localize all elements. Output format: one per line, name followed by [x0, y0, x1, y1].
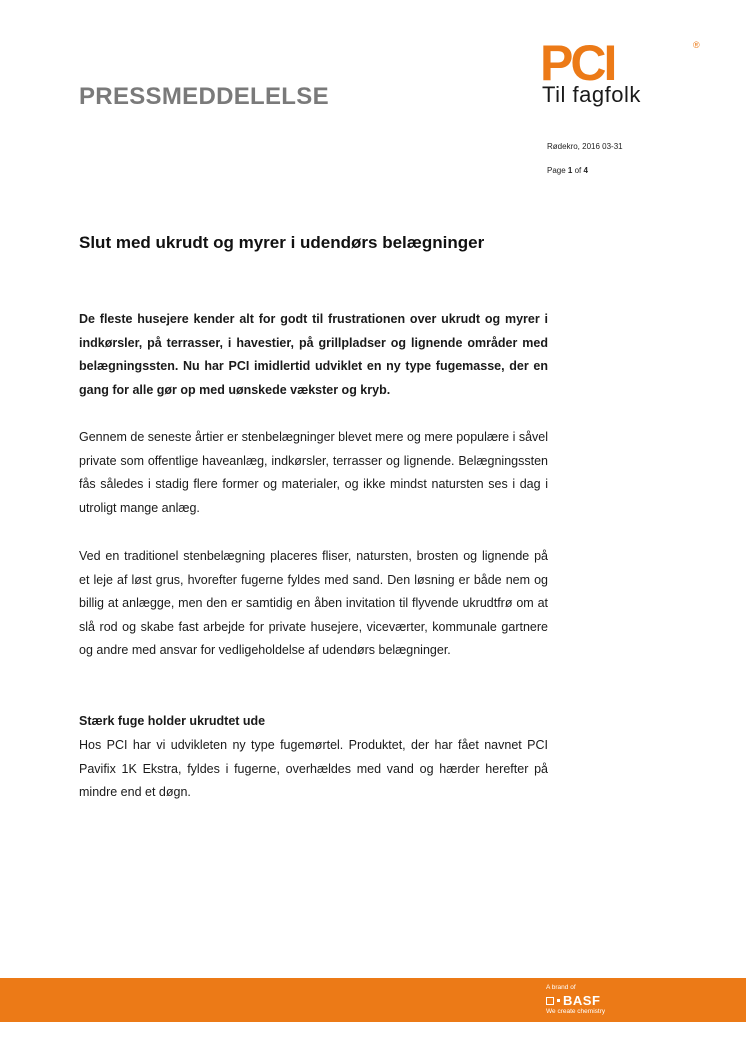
basf-square-icon [546, 997, 554, 1005]
basf-dot-icon [557, 999, 560, 1002]
section-subheading: Stærk fuge holder ukrudtet ude [79, 714, 266, 728]
pci-logo-letters: PCI [540, 38, 615, 86]
basf-name: BASF [563, 993, 601, 1008]
page-total: 4 [583, 166, 588, 175]
article-lead: De fleste husejere kender alt for godt til frustrationen over ukrudt og myrer i indkørsler, på terrasser, i havestier, på grillpladser og lignende områder med belægningssten. Nu har PCI imidlertid udviklet en ny type fugemasse, der en gang for alle gør op med uønskede vækster og kryb. [79, 312, 548, 397]
page-indicator [547, 166, 588, 175]
basf-logo [546, 993, 605, 1008]
document-type-label: PRESSMEDDELELSE [79, 83, 329, 110]
logo-tagline: Til fagfolk [542, 82, 641, 107]
brand-slogan: We create chemistry [546, 1008, 606, 1015]
article-headline: Slut med ukrudt og myrer i udendørs belægninger [79, 233, 485, 252]
page-prefix: Page [547, 166, 566, 175]
registered-mark: ® [693, 40, 700, 50]
pci-logo [540, 38, 710, 118]
basf-brand-mark [546, 984, 605, 1016]
pci-logo-mark [540, 38, 710, 86]
page-current: 1 [567, 166, 573, 175]
brand-of-label: A brand of [546, 984, 576, 991]
article-paragraph: Hos PCI har vi udvikleten ny type fugemørtel. Produktet, der har fået navnet PCI Pavifix 1K Ekstra, fyldes i fugerne, overhældes med vand og hærder herefter på mindre end et døgn. [79, 738, 548, 799]
footer-bar [0, 978, 746, 1022]
article-paragraph: Gennem de seneste årtier er stenbelægninger blevet mere og mere populære i såvel private som offentlige haveanlæg, indkørsler, terrasser og lignende. Belægningssten fås således i stadig flere former og materialer, og ikke mindst natursten ses i dag i utroligt mange anlæg. [79, 430, 549, 515]
page-of: of [574, 166, 582, 175]
article-paragraph: Ved en traditionel stenbelægning placeres fliser, natursten, brosten og lignende på et leje af løst grus, hvorefter fugerne fyldes med sand. Den løsning er både nem og billig at anlægge, men den er samtidig en åben invitation til flyvende ukrudtfrø om at slå rod og skabe fast arbejde for private husejere, viceværter, kommunale gartnere og andre med ansvar for vedligeholdelse af udendørs belægninger. [79, 549, 548, 657]
place-date: Rødekro, 2016 03-31 [547, 142, 623, 151]
